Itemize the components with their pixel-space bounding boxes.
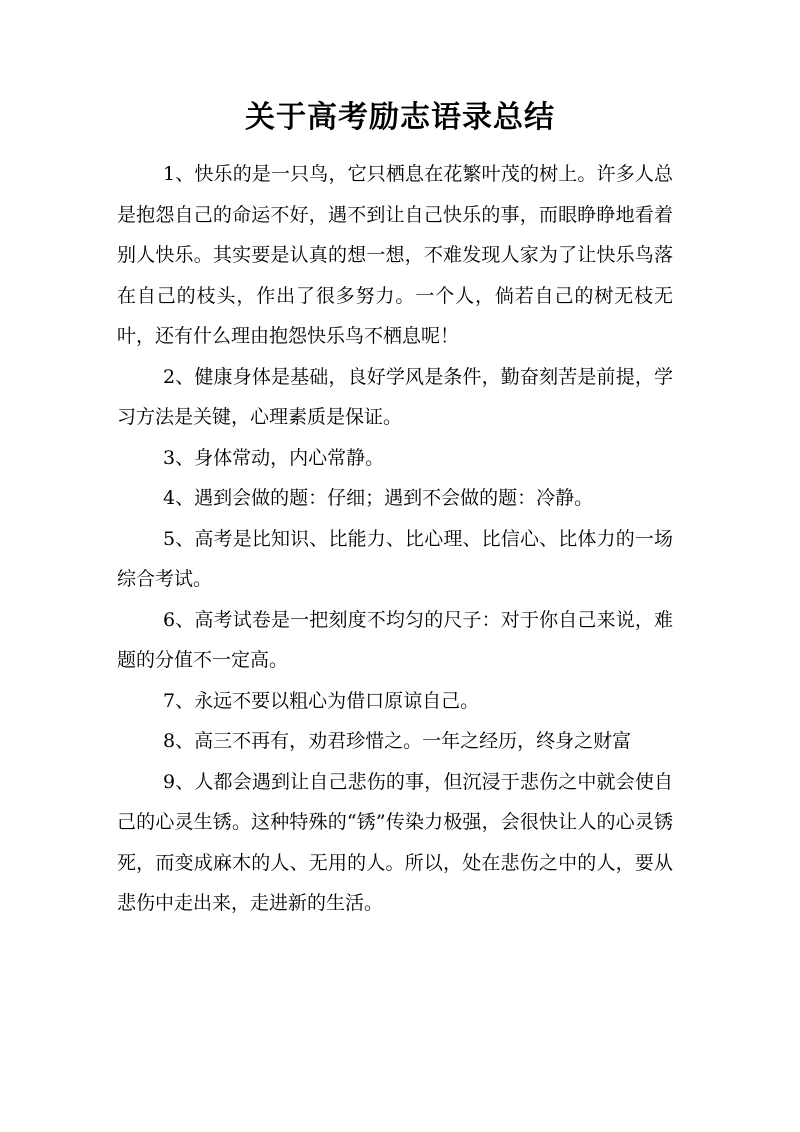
quote-paragraph-3: 3、身体常动，内心常静。 <box>163 446 385 469</box>
quote-paragraph-6: 6、高考试卷是一把刻度不均匀的尺子：对于你自己来说，难题的分值不一定高。 <box>117 608 673 671</box>
quote-paragraph-7: 7、永远不要以粗心为借口原谅自己。 <box>163 689 480 712</box>
quote-paragraph-8: 8、高三不再有，劝君珍惜之。一年之经历，终身之财富 <box>163 730 632 752</box>
document-body <box>117 154 673 924</box>
quote-paragraph-1: 1、快乐的是一只鸟，它只栖息在花繁叶茂的树上。许多人总是抱怨自己的命运不好，遇不到让自己快乐的事，而眼睁睁地看着别人快乐。其实要是认真的想一想，不难发现人家为了让快乐鸟落在自己的枝头，作出了很多努力。一个人，倘若自己的树无枝无叶，还有什么理由抱怨快乐鸟不栖息呢！ <box>117 163 673 347</box>
page-title: 关于高考励志语录总结 <box>245 100 555 135</box>
quote-paragraph-2: 2、健康身体是基础，良好学风是条件，勤奋刻苦是前提，学习方法是关键，心理素质是保证。 <box>117 365 673 428</box>
quote-paragraph-5: 5、高考是比知识、比能力、比心理、比信心、比体力的一场综合考试。 <box>117 527 673 590</box>
quote-paragraph-4: 4、遇到会做的题：仔细；遇到不会做的题：冷静。 <box>163 487 594 509</box>
quote-paragraph-9: 9、人都会遇到让自己悲伤的事，但沉浸于悲伤之中就会使自己的心灵生锈。这种特殊的“锈”传染力极强，会很快让人的心灵锈死，而变成麻木的人、无用的人。所以，处在悲伤之中的人，要从悲伤中走出来，走进新的生活。 <box>117 770 673 914</box>
